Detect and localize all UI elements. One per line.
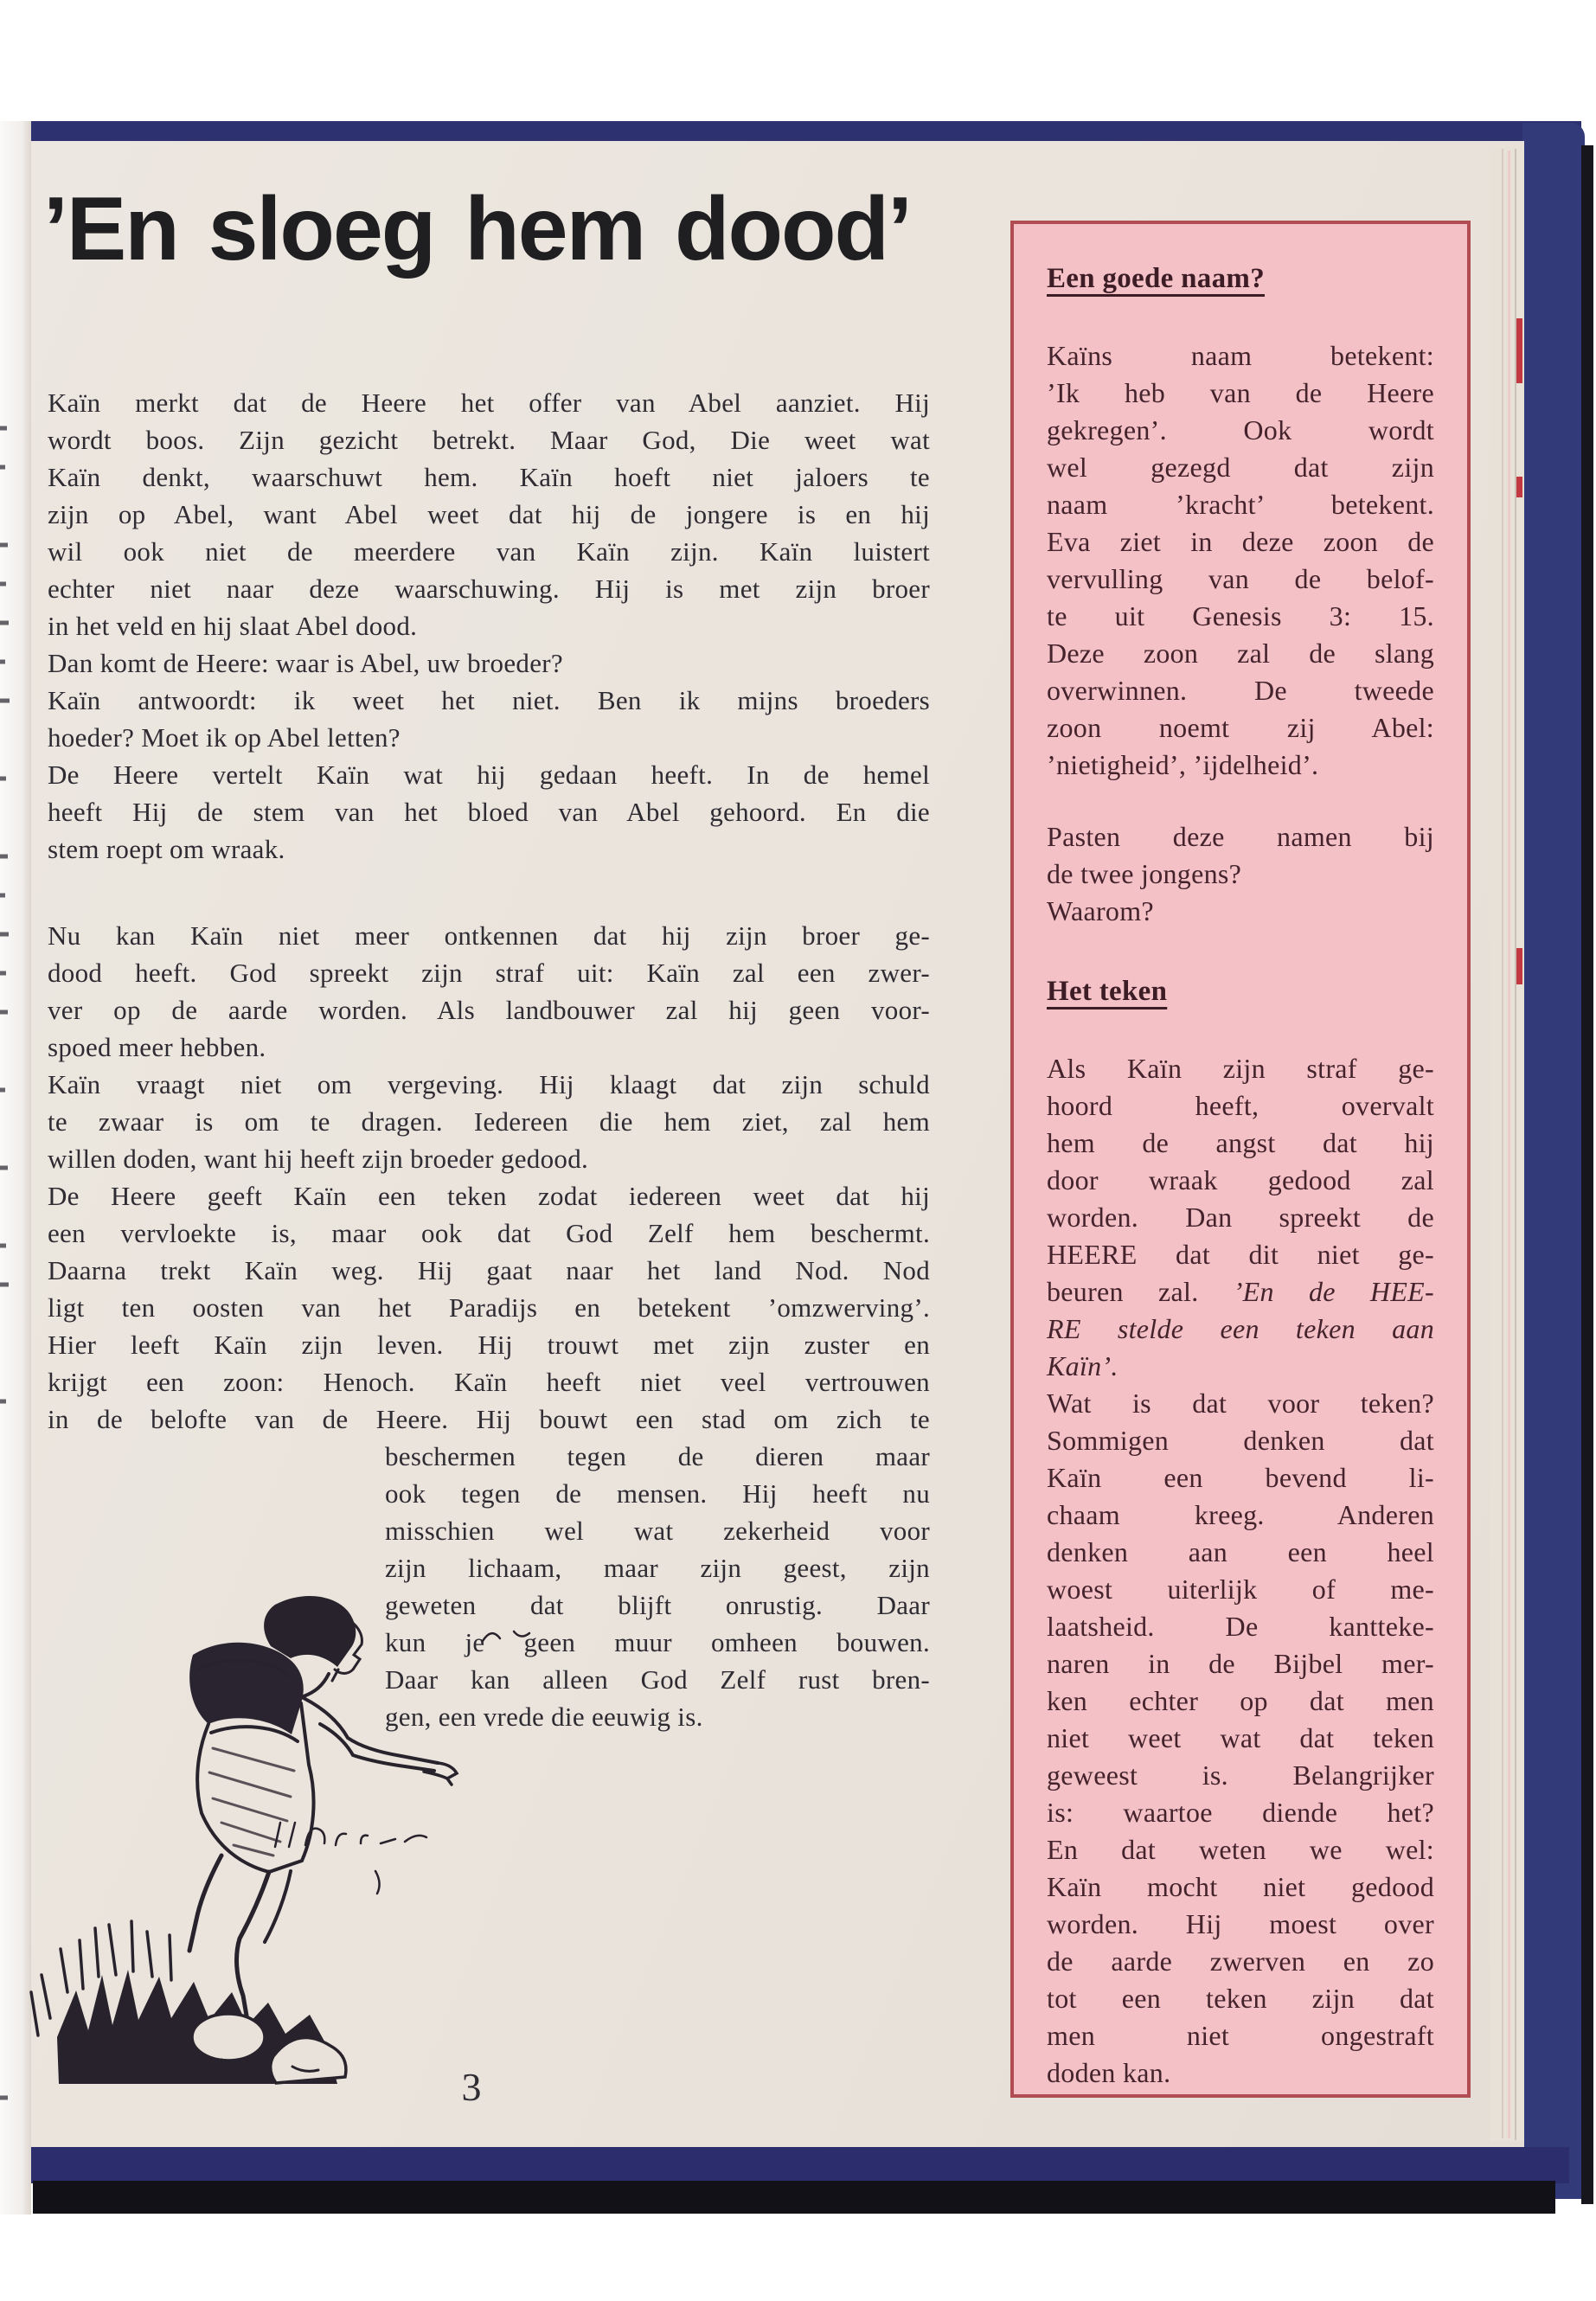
text-line: geweten dat blijft onrustig. Daar (385, 1590, 930, 1620)
text-line: chaam kreeg. Anderen (1047, 1499, 1434, 1530)
text-line: spoed meer hebben. (48, 1032, 266, 1062)
text-line: worden. Hij moest over (1047, 1908, 1434, 1939)
text-line: hem de angst dat hij (1047, 1127, 1434, 1158)
sidebar-paragraph (1047, 337, 1434, 784)
text-line: echter niet naar deze waarschuwing. Hij is met zijn broer (48, 574, 930, 604)
text-line: woest uiterlijk of me- (1047, 1574, 1434, 1605)
text-line: naam ’kracht’ betekent. (1047, 489, 1434, 520)
page-title: ’En sloeg hem dood’ (43, 179, 911, 279)
text-line: te uit Genesis 3: 15. (1047, 600, 1434, 631)
fore-edge-line (1502, 149, 1503, 2138)
text-line: zoon noemt zij Abel: (1047, 712, 1434, 743)
text-line: gen, een vrede die eeuwig is. (385, 1702, 703, 1732)
text-line: Sommigen denken dat (1047, 1425, 1434, 1456)
text-line: Als Kaïn zijn straf ge- (1047, 1053, 1434, 1084)
text-line: de twee jongens? (1047, 858, 1242, 889)
text-line: ver op de aarde worden. Als landbouwer zal hij geen voor- (48, 995, 930, 1025)
text-line: door wraak gedood zal (1047, 1164, 1434, 1195)
text-line: beuren zal. ’En de HEE- (1047, 1276, 1434, 1307)
text-line: Kaïn vraagt niet om vergeving. Hij klaagt dat zijn schuld (48, 1069, 930, 1099)
text-line: dood heeft. God spreekt zijn straf uit: Kaïn zal een zwer- (48, 958, 930, 988)
text-line: Kaïn’. (1047, 1350, 1118, 1381)
text-line: overwinnen. De tweede (1047, 675, 1434, 706)
text-line: Pasten deze namen bij (1047, 821, 1434, 852)
article-column (48, 384, 930, 1735)
text-line: Eva ziet in deze zoon de (1047, 526, 1434, 557)
text-line: geweest is. Belangrijker (1047, 1759, 1434, 1791)
text-line: Hier leeft Kaïn zijn leven. Hij trouwt met zijn zuster en (48, 1330, 930, 1360)
text-line: worden. Dan spreekt de (1047, 1202, 1434, 1233)
book-cover-top-edge (24, 121, 1581, 142)
book-cover-right-shadow (1581, 145, 1593, 2204)
text-line: zijn lichaam, maar zijn geest, zijn (385, 1553, 930, 1583)
text-line: is: waartoe diende het? (1047, 1797, 1434, 1828)
text-line: Kaïn antwoordt: ik weet het niet. Ben ik mijns broeders (48, 685, 930, 715)
text-line: Kaïn mocht niet gedood (1047, 1871, 1434, 1902)
text-line: men niet ongestraft (1047, 2020, 1434, 2051)
text-line: Waarom? (1047, 895, 1154, 926)
text-line: Kaïn denkt, waarschuwt hem. Kaïn hoeft niet jaloers te (48, 462, 930, 492)
text-line: vervulling van de belof- (1047, 563, 1434, 594)
running-man-illustration (16, 1586, 586, 2096)
sidebar-heading: Een goede naam? (1047, 263, 1265, 294)
fore-edge-line (1515, 149, 1516, 2140)
text-line: HEERE dat dit niet ge- (1047, 1239, 1434, 1270)
paragraph (48, 384, 930, 868)
text-line: ’Ik heb van de Heere (1047, 377, 1434, 408)
text-line: Kaïns naam betekent: (1047, 340, 1434, 371)
text-line: een vervloekte is, maar ook dat God Zelf hem beschermt. (48, 1218, 930, 1248)
sidebar-heading: Het teken (1047, 976, 1168, 1007)
text-line: naren in de Bijbel mer- (1047, 1648, 1434, 1679)
sidebar-box (1010, 221, 1471, 2098)
text-line: Kaïn een bevend li- (1047, 1462, 1434, 1493)
text-line: Daarna trekt Kaïn weg. Hij gaat naar het land Nod. Nod (48, 1255, 930, 1285)
text-line: willen doden, want hij heeft zijn broeder gedood. (48, 1144, 589, 1174)
text-line: ligt ten oosten van het Paradijs en betekent ’omzwerving’. (48, 1292, 930, 1323)
sidebar-paragraph (1047, 1050, 1434, 2092)
text-line: Kaïn merkt dat de Heere het offer van Abel aanziet. Hij (48, 388, 930, 418)
text-line: heeft Hij de stem van het bloed van Abel gehoord. En die (48, 797, 930, 827)
text-line: in de belofte van de Heere. Hij bouwt een stad om zich te (48, 1404, 930, 1434)
text-line: doden kan. (1047, 2057, 1171, 2088)
text-line: zijn op Abel, want Abel weet dat hij de jongere is en hij (48, 499, 930, 529)
fore-edge-line (1508, 151, 1510, 2138)
fore-edge-red-mark (1516, 948, 1522, 984)
book-cover-bottom-edge (26, 2147, 1569, 2183)
text-line: kun je geen muur omheen bouwen. (385, 1627, 930, 1657)
sidebar-paragraph (1047, 818, 1434, 930)
page-number: 3 (461, 2065, 482, 2109)
text-line: hoeder? Moet ik op Abel letten? (48, 722, 401, 753)
text-line: wordt boos. Zijn gezicht betrekt. Maar God, Die weet wat (48, 425, 930, 455)
text-line: Daar kan alleen God Zelf rust bren- (385, 1664, 930, 1695)
text-line: Wat is dat voor teken? (1047, 1388, 1434, 1419)
text-line: En dat weten we wel: (1047, 1834, 1434, 1865)
text-line: misschien wel wat zekerheid voor (385, 1516, 930, 1546)
text-line: gekregen’. Ook wordt (1047, 414, 1434, 445)
fore-edge-red-mark (1516, 318, 1522, 383)
text-line: laatsheid. De kantteke- (1047, 1611, 1434, 1642)
text-line: in het veld en hij slaat Abel dood. (48, 611, 418, 641)
text-line: stem roept om wraak. (48, 834, 285, 864)
text-line: wil ook niet de meerdere van Kaïn zijn. Kaïn luistert (48, 536, 930, 567)
text-line: ook tegen de mensen. Hij heeft nu (385, 1478, 930, 1509)
text-line: De Heere geeft Kaïn een teken zodat iedereen weet dat hij (48, 1181, 930, 1211)
text-line: niet weet wat dat teken (1047, 1722, 1434, 1753)
text-line: ken echter op dat men (1047, 1685, 1434, 1716)
text-line: de aarde zwerven en zo (1047, 1945, 1434, 1977)
text-line: Nu kan Kaïn niet meer ontkennen dat hij zijn broer ge- (48, 920, 930, 951)
fore-edge-pages (1490, 147, 1524, 2141)
text-line: beschermen tegen de dieren maar (385, 1441, 930, 1471)
text-line: hoord heeft, overvalt (1047, 1090, 1434, 1121)
text-line: te zwaar is om te dragen. Iedereen die hem ziet, zal hem (48, 1106, 930, 1137)
text-line: De Heere vertelt Kaïn wat hij gedaan heeft. In de hemel (48, 760, 930, 790)
book-cover-right-edge (1522, 123, 1585, 2199)
text-line: wel gezegd dat zijn (1047, 452, 1434, 483)
text-line: tot een teken zijn dat (1047, 1983, 1434, 2014)
text-line: RE stelde een teken aan (1047, 1313, 1434, 1344)
text-line: Dan komt de Heere: waar is Abel, uw broeder? (48, 648, 563, 678)
text-line: krijgt een zoon: Henoch. Kaïn heeft niet veel vertrouwen (48, 1367, 930, 1397)
text-line: ’nietigheid’, ’ijdelheid’. (1047, 749, 1319, 780)
text-line: denken aan een heel (1047, 1536, 1434, 1567)
text-line: Deze zoon zal de slang (1047, 638, 1434, 669)
fore-edge-red-mark (1516, 477, 1522, 497)
book-cover-bottom-shadow (33, 2181, 1555, 2214)
